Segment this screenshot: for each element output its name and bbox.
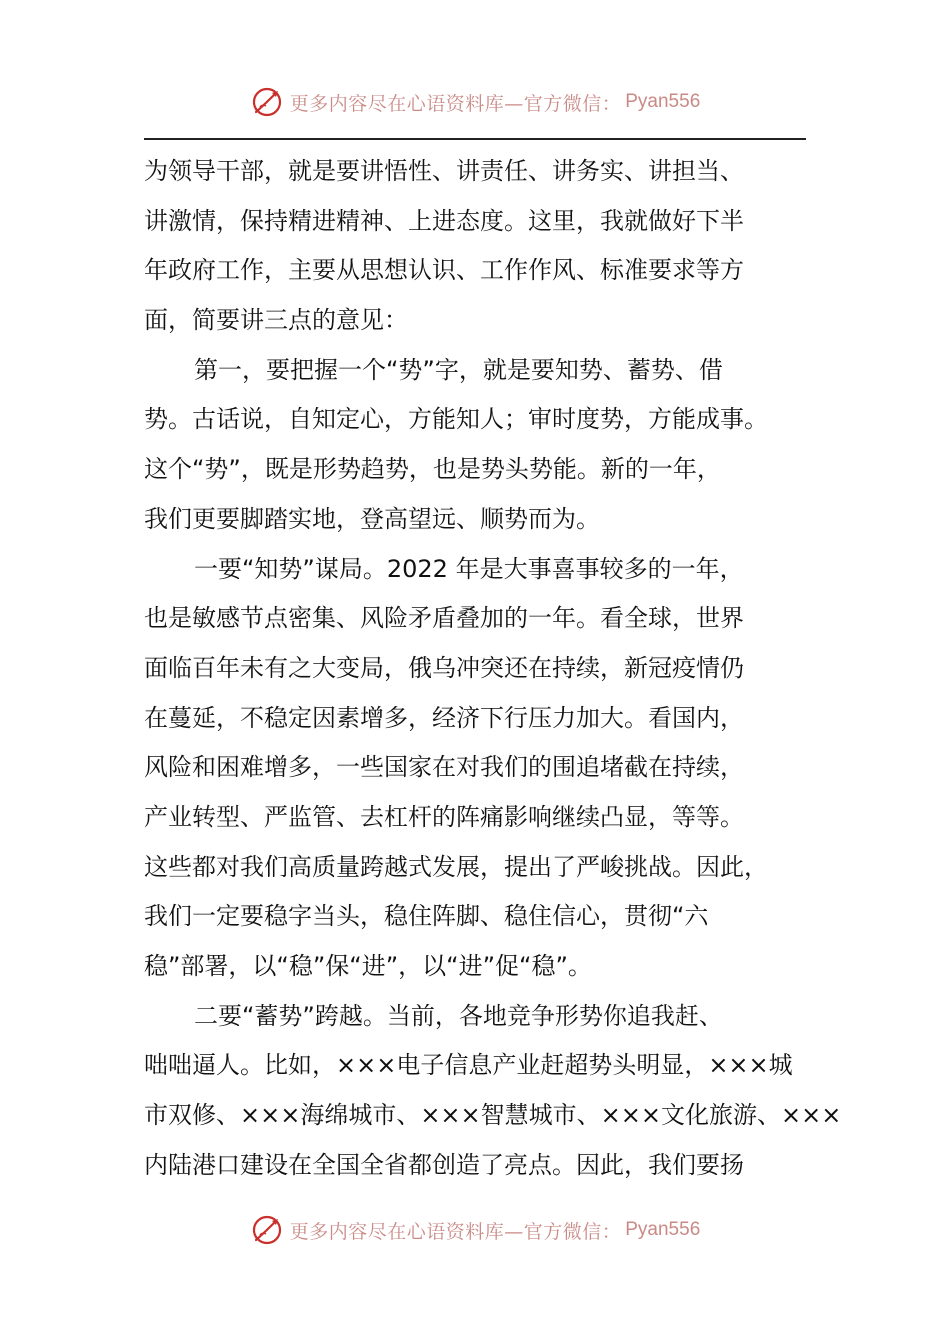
text-line: 这个“势”，既是形势趋势，也是势头势能。新的一年， <box>144 455 721 484</box>
watermark-text: 更多内容尽在心语资料库—官方微信： <box>289 1220 622 1243</box>
text-line: 面临百年未有之大变局，俄乌冲突还在持续，新冠疫情仍 <box>144 653 744 682</box>
text-line: 也是敏感节点密集、风险矛盾叠加的一年。看全球，世界 <box>144 604 744 633</box>
watermark-wechat-id: Pyan556 <box>625 1219 701 1240</box>
text-line: 年政府工作，主要从思想认识、工作作风、标准要求等方 <box>144 256 744 285</box>
text-line: 咄咄逼人。比如，×××电子信息产业赶超势头明显，×××城 <box>144 1051 793 1080</box>
watermark-wechat-id: Pyan556 <box>625 91 701 112</box>
document-body <box>144 147 842 1190</box>
text-line: 内陆港口建设在全国全省都创造了亮点。因此，我们要扬 <box>144 1150 744 1179</box>
text-line: 我们更要脚踏实地，登高望远、顺势而为。 <box>144 504 600 533</box>
text-line: 稳”部署，以“稳”保“进”，以“进”促“稳”。 <box>144 952 592 980</box>
text-line: 我们一定要稳字当头，稳住阵脚、稳住信心，贯彻“六 <box>144 902 709 931</box>
paragraph-first-line: 二要“蓄势”跨越。当前，各地竞争形势你追我赶、 <box>194 1001 723 1030</box>
text-line: 讲激情，保持精进精神、上进态度。这里，我就做好下半 <box>144 206 744 235</box>
text-line: 在蔓延，不稳定因素增多，经济下行压力加大。看国内， <box>144 703 744 732</box>
text-line: 风险和困难增多，一些国家在对我们的围追堵截在持续， <box>144 753 744 782</box>
paragraph-first-line: 一要“知势”谋局。2022 年是大事喜事较多的一年， <box>194 554 744 583</box>
paragraph-first-line: 第一，要把握一个“势”字，就是要知势、蓄势、借 <box>194 355 723 384</box>
text-line: 势。古话说，自知定心，方能知人；审时度势，方能成事。 <box>144 405 768 434</box>
text-line: 面，简要讲三点的意见： <box>144 306 408 335</box>
watermark-text: 更多内容尽在心语资料库—官方微信： <box>289 92 622 115</box>
text-line: 产业转型、严监管、去杠杆的阵痛影响继续凸显，等等。 <box>144 802 744 831</box>
text-line: 为领导干部，就是要讲悟性、讲责任、讲务实、讲担当、 <box>144 157 744 185</box>
text-line: 市双修、×××海绵城市、×××智慧城市、×××文化旅游、××× <box>144 1101 842 1130</box>
pen-circle-logo-icon <box>250 1213 284 1247</box>
header-watermark <box>0 82 950 122</box>
pen-circle-logo-icon <box>250 85 284 119</box>
footer-watermark <box>0 1210 950 1250</box>
text-line: 这些都对我们高质量跨越式发展，提出了严峻挑战。因此， <box>144 852 768 881</box>
header-divider <box>144 138 806 140</box>
